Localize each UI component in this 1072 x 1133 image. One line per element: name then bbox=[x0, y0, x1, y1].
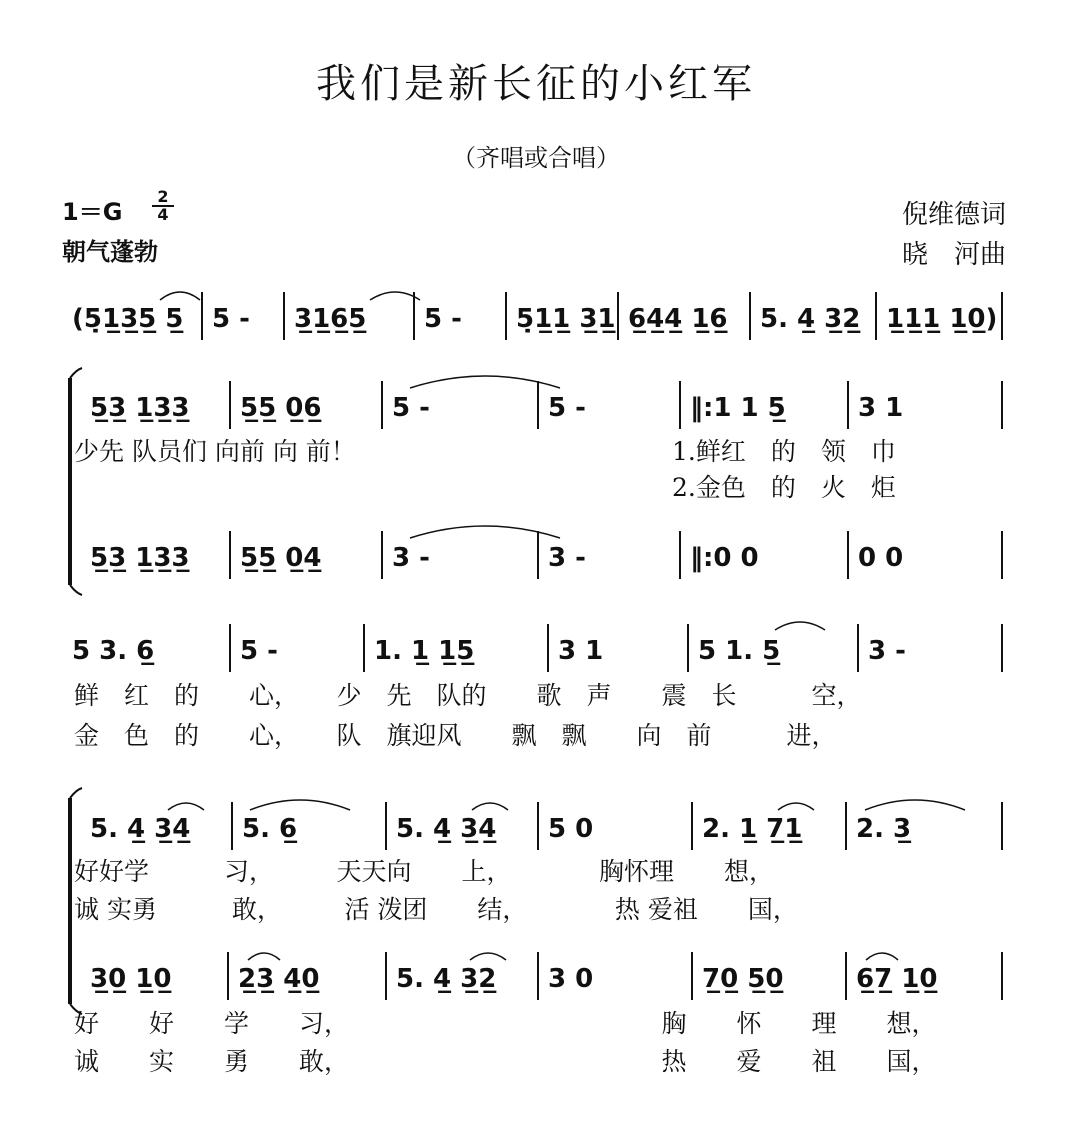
measure-notes: (5̣1̲3̲5̲ 5̲ bbox=[72, 304, 184, 334]
lyric-line: 鲜 红 的 心， 少 先 队的 歌 声 震 长 空， bbox=[74, 681, 862, 710]
slur bbox=[778, 803, 814, 810]
measure-notes: 2. 1̲ 7̲1̲ bbox=[702, 814, 803, 844]
measure-notes: 7̲0̲ 5̲0̲ bbox=[702, 964, 784, 994]
slur bbox=[168, 803, 204, 810]
measure-notes: 6̲7̲ 1̲0̲ bbox=[856, 964, 938, 994]
measure-notes: 5 - bbox=[548, 393, 586, 423]
measure-notes: 3 0 bbox=[548, 964, 594, 994]
measure-notes: 5̲3̲ 1̲3̲3̲ bbox=[90, 543, 190, 573]
lyric-line: 诚 实 勇 敢， 热 爱 祖 国， bbox=[74, 1047, 937, 1076]
measure-notes: 3̲1̲6̲5̲ bbox=[294, 304, 367, 334]
key-signature: 1＝G bbox=[62, 198, 123, 226]
lyric-line: 1.鲜红 的 领 巾 bbox=[672, 437, 896, 466]
measure-notes: 5. 4̲ 3̲2̲ bbox=[396, 964, 497, 994]
measure-notes: 3 - bbox=[548, 543, 586, 573]
lyric-line: 好 好 学 习， 胸 怀 理 想， bbox=[74, 1009, 937, 1038]
measure-notes: 3 1 bbox=[858, 393, 904, 423]
measure-notes: 5. 6̲ bbox=[242, 814, 298, 844]
slur bbox=[865, 800, 965, 810]
measure-notes: 5 - bbox=[424, 304, 462, 334]
bracket-top-hook bbox=[70, 788, 82, 798]
lyric-line: 诚 实勇 敢， 活 泼团 结， 热 爱祖 国， bbox=[74, 895, 798, 924]
slur bbox=[866, 953, 898, 960]
slur bbox=[250, 800, 350, 810]
measure-notes: 5. 4̲ 3̲4̲ bbox=[396, 814, 497, 844]
slur bbox=[470, 953, 506, 960]
measure-notes: 0 0 bbox=[858, 543, 904, 573]
time-signature-top: 2 bbox=[157, 187, 169, 206]
measure-notes: 5̣1̲1̲ 3̲1̲ bbox=[516, 304, 616, 334]
tempo-marking: 朝气蓬勃 bbox=[62, 238, 158, 266]
slur bbox=[370, 292, 420, 300]
measure-notes: 5̲5̲ 0̲6̲ bbox=[240, 393, 322, 423]
measure-notes: 5 - bbox=[212, 304, 250, 334]
lyric-line: 少先 队员们 向前 向 前！ bbox=[74, 437, 356, 466]
measure-notes: 3 - bbox=[392, 543, 430, 573]
measure-notes: 6̲4̲4̲ 1̲6̲ bbox=[628, 304, 728, 334]
measure-notes: 5 - bbox=[240, 636, 278, 666]
lyric-line: 好好学 习， 天天向 上， 胸怀理 想， bbox=[74, 857, 775, 886]
measure-notes: 3̲0̲ 1̲0̲ bbox=[90, 964, 172, 994]
measure-notes: 3 - bbox=[868, 636, 906, 666]
composer-credit: 晓 河曲 bbox=[901, 240, 1006, 270]
slur bbox=[248, 953, 280, 960]
measure-notes: 5 1. 5̲ bbox=[698, 636, 781, 666]
lyricist-credit: 倪维德词 bbox=[901, 200, 1006, 230]
slur bbox=[472, 803, 508, 810]
song-subtitle: （齐唱或合唱） bbox=[452, 144, 620, 172]
measure-notes: 5. 4̲ 3̲2̲ bbox=[760, 304, 861, 334]
bracket-top-hook bbox=[70, 368, 82, 378]
measure-notes: 5̲3̲ 1̲3̲3̲ bbox=[90, 393, 190, 423]
slur bbox=[775, 622, 825, 630]
measure-notes: 5 0 bbox=[548, 814, 594, 844]
measure-notes: 1. 1̲ 1̲5̲ bbox=[374, 636, 475, 666]
lyric-line: 金 色 的 心， 队 旗迎风 飘 飘 向 前 进， bbox=[74, 721, 837, 750]
lyric-line: 2.金色 的 火 炬 bbox=[672, 473, 896, 502]
time-signature-bottom: 4 bbox=[157, 205, 169, 224]
measure-notes: ‖:1 1 5̲ bbox=[690, 393, 786, 423]
measure-notes: 5̲5̲ 0̲4̲ bbox=[240, 543, 322, 573]
measure-notes: 5 3. 6̲ bbox=[72, 636, 155, 666]
measure-notes: 5 - bbox=[392, 393, 430, 423]
bracket-bottom-hook bbox=[70, 585, 82, 595]
measure-notes: 1̲1̲1̲ 1̲0̲) bbox=[886, 304, 998, 334]
measure-notes: 5. 4̲ 3̲4̲ bbox=[90, 814, 191, 844]
slur bbox=[160, 292, 200, 300]
measure-notes: ‖:0 0 bbox=[690, 543, 759, 573]
measure-notes: 2̲3̲ 4̲0̲ bbox=[238, 964, 320, 994]
song-title: 我们是新长征的小红军 bbox=[316, 61, 756, 107]
notation-rows bbox=[72, 292, 1002, 1076]
measure-notes: 3 1 bbox=[558, 636, 604, 666]
measure-notes: 2. 3̲ bbox=[856, 814, 912, 844]
